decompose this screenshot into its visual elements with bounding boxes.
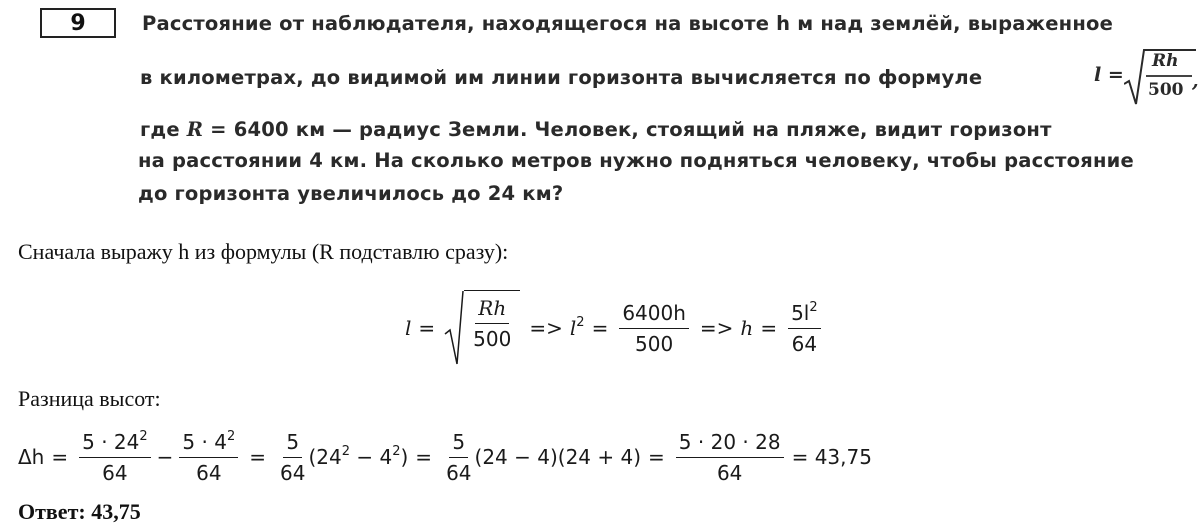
eq1-l: l [405,316,412,340]
eq2-equals-2: = [249,445,266,469]
eq1-sqrt-den: 500 [473,327,512,351]
eq1-frac2-den: 500 [635,331,674,356]
eq2-difference-of-squares: $(24^2 - 4^2)$ [308,444,409,469]
eq2-f2-den: 64 [196,460,222,485]
eq1-equals-3: = [760,316,778,340]
problem-radius-symbol: R [186,118,204,141]
eq1-fraction-3 [788,300,821,357]
eq2-equals-1: = [51,445,69,469]
problem-formula-comma: , [1192,70,1199,92]
eq2-minus: − [156,445,174,469]
problem-line-5: до горизонта увеличилось до 24 км? [138,182,564,205]
problem-number: 9 [40,8,116,38]
eq2-f4-den: 64 [446,460,472,485]
eq2-fraction-3 [277,429,308,486]
eq2-f1-den: 64 [102,460,128,485]
eq2-equals-3: = [415,445,433,469]
solution-intro: Сначала выражу h из формулы (R подставлю сразу): [18,239,509,264]
eq2-f1-num: $5 \cdot 24^2$ [79,429,151,458]
problem-formula-num: Rh [1152,51,1179,71]
eq1-radicand [464,290,520,366]
answer: Ответ: 43,75 [18,499,141,524]
problem-line-2: в километрах, до видимой им линии горизонта вычисляется по формуле [140,66,983,89]
problem-line-1: Расстояние от наблюдателя, находящегося на высоте h м над землёй, выраженное [142,12,1114,35]
height-difference-label: Разница высот: [18,386,161,411]
eq1-implies-1: => [529,316,563,340]
problem-line-3-post: = 6400 км — радиус Земли. Человек, стоящий на пляже, видит горизонт [210,118,1052,141]
eq1-sqrt [444,290,520,366]
eq2-f3-num: 5 [283,429,302,458]
problem-formula-lhs: l = [1094,64,1124,86]
eq1-frac2-num: 6400h [619,300,689,329]
equation-express-h [405,288,825,368]
eq2-fraction-2 [179,429,238,486]
eq2-fraction-1 [79,429,151,486]
eq1-sqrt-num: Rh [475,295,509,324]
eq1-radical-sign [444,290,464,366]
eq1-equals-2: = [591,316,609,340]
equation-height-difference [18,428,872,486]
eq1-equals: = [418,316,436,340]
problem-line-3-pre: где [140,118,180,141]
eq1-frac3-den: 64 [791,331,818,356]
eq1-h: h [740,316,754,340]
problem-formula [1094,48,1198,108]
eq2-f2-num: $5 \cdot 4^2$ [179,429,238,458]
problem-line-3 [140,118,1052,141]
eq1-l-squared: $l^2$ [569,315,585,340]
eq2-f5-den: 64 [716,460,743,485]
eq2-fraction-4 [443,429,474,486]
eq2-f5-num: 5 · 20 · 28 [676,429,784,458]
eq1-sqrt-fraction [470,295,514,352]
eq1-implies-2: => [699,316,734,340]
eq2-factors: (24 − 4)(24 + 4) [474,445,642,469]
problem-formula-den: 500 [1148,80,1184,100]
problem-line-4: на расстоянии 4 км. На сколько метров нужно подняться человеку, чтобы расстояние [138,149,1134,172]
eq2-fraction-5 [676,429,784,486]
eq2-delta-h: Δh [18,445,45,469]
eq2-equals-4: = [648,445,665,469]
eq1-frac3-num: $5l^2$ [788,300,821,329]
eq1-fraction-2 [619,300,689,357]
eq2-result: = 43,75 [791,445,872,469]
eq2-f3-den: 64 [280,460,306,485]
eq2-f4-num: 5 [449,429,468,458]
